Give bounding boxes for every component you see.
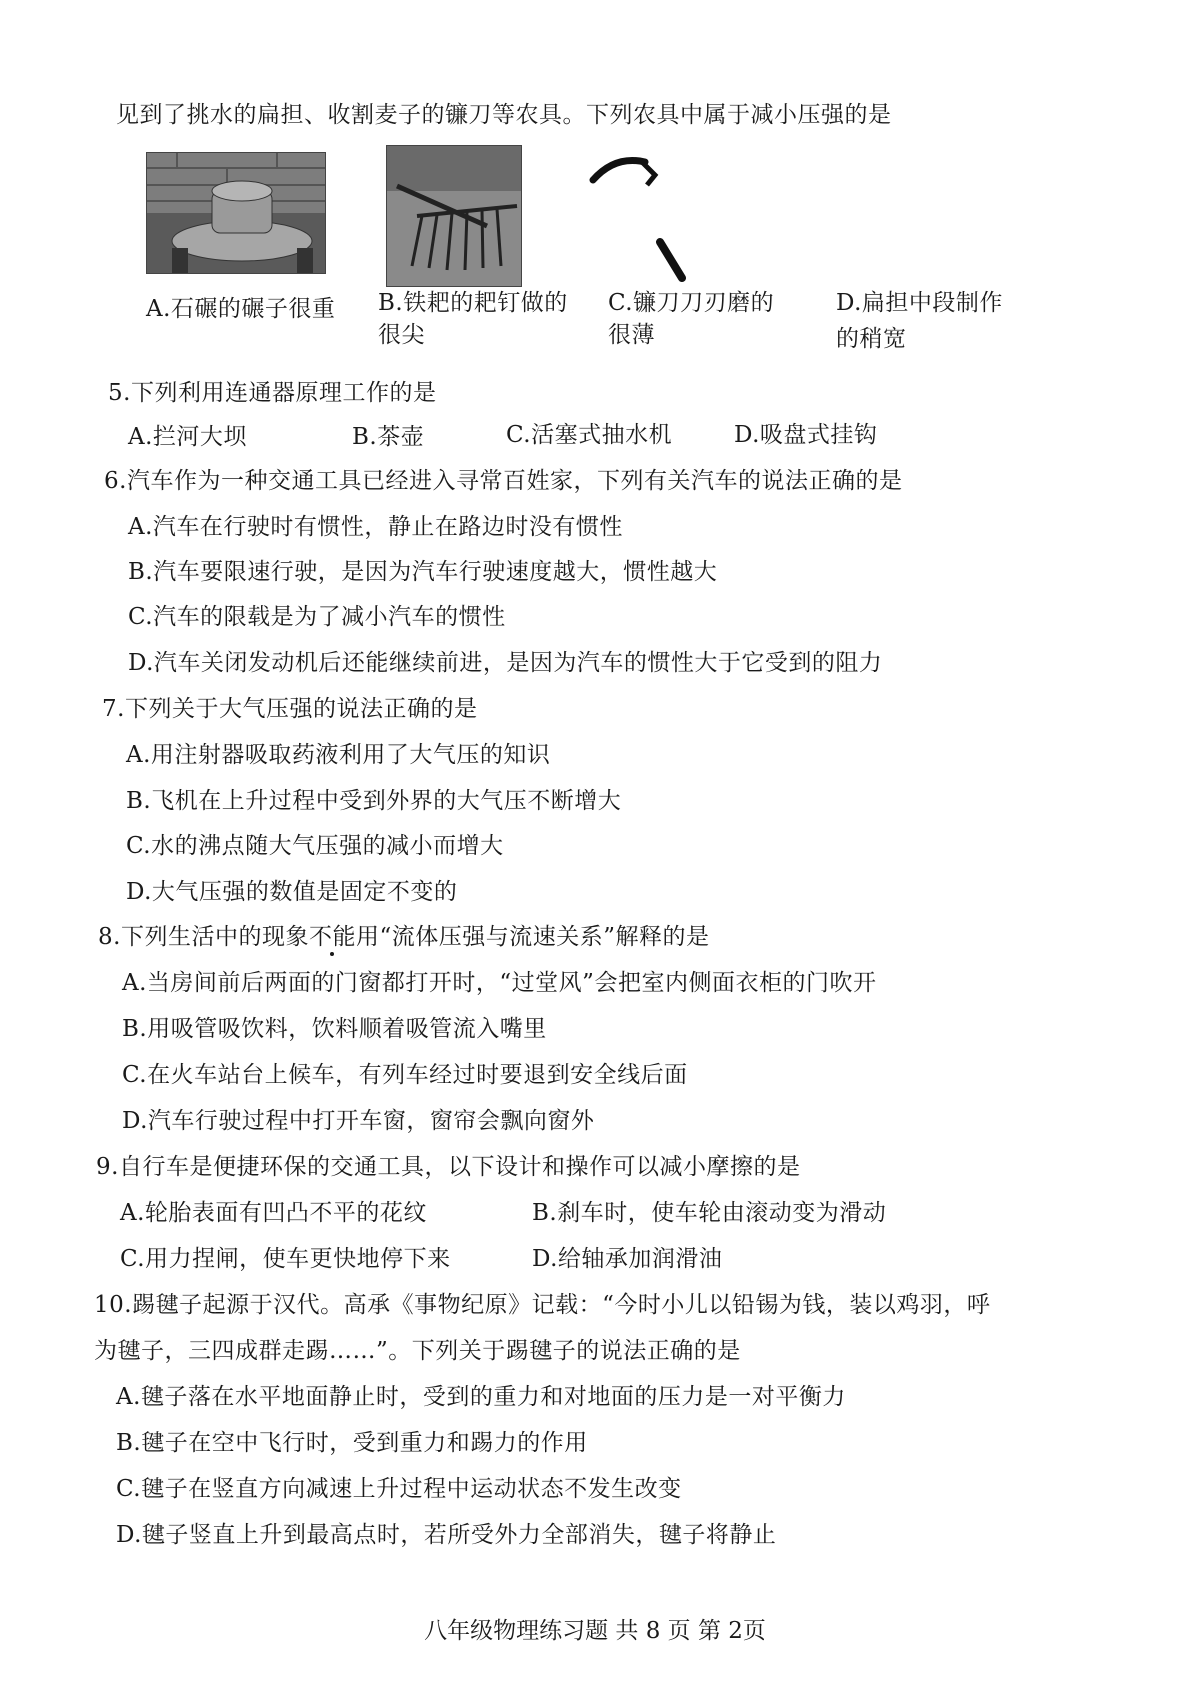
q8-option-c: C.在火车站台上候车，有列车经过时要退到安全线后面 xyxy=(122,1062,688,1088)
q6-option-c: C.汽车的限载是为了减小汽车的惯性 xyxy=(128,604,506,630)
q8-option-a: A.当房间前后两面的门窗都打开时，“过堂风”会把室内侧面衣柜的门吹开 xyxy=(122,970,877,996)
q8-stem-pre: 8.下列生活中的现象 xyxy=(98,924,309,950)
q8-stem xyxy=(98,922,709,952)
q10-option-c: C.毽子在竖直方向减速上升过程中运动状态不发生改变 xyxy=(116,1476,682,1502)
q4-option-b-line1: B.铁耙的耙钉做的 xyxy=(378,290,568,316)
q9-option-c: C.用力捏闸，使车更快地停下来 xyxy=(120,1246,451,1272)
q5-option-a: A.拦河大坝 xyxy=(128,424,247,450)
q9-stem: 9.自行车是便捷环保的交通工具，以下设计和操作可以减小摩擦的是 xyxy=(96,1154,801,1180)
q7-option-a: A.用注射器吸取药液利用了大气压的知识 xyxy=(126,742,551,768)
stone-roller-image xyxy=(146,152,326,274)
q9-option-a: A.轮胎表面有凹凸不平的花纹 xyxy=(120,1200,427,1226)
q10-option-b: B.毽子在空中飞行时，受到重力和踢力的作用 xyxy=(116,1430,588,1456)
sickle-image xyxy=(585,150,695,285)
q9-option-d: D.给轴承加润滑油 xyxy=(532,1246,723,1272)
q7-option-b: B.飞机在上升过程中受到外界的大气压不断增大 xyxy=(126,788,622,814)
q8-option-b: B.用吸管吸饮料，饮料顺着吸管流入嘴里 xyxy=(122,1016,547,1042)
q4-option-d-line2: 的稍宽 xyxy=(836,326,907,352)
q10-stem-line2: 为毽子，三四成群走踢……”。下列关于踢毽子的说法正确的是 xyxy=(94,1338,741,1364)
iron-rake-image xyxy=(386,145,522,287)
q8-stem-emphasis: 不能 xyxy=(308,924,356,950)
q10-stem-line1: 10.踢毽子起源于汉代。高承《事物纪原》记载：“今时小儿以铅锡为钱，装以鸡羽，呼 xyxy=(94,1292,991,1318)
q7-stem: 7.下列关于大气压强的说法正确的是 xyxy=(102,696,478,722)
q6-stem: 6.汽车作为一种交通工具已经进入寻常百姓家，下列有关汽车的说法正确的是 xyxy=(104,468,903,494)
q4-option-a: A.石碾的碾子很重 xyxy=(146,296,336,322)
q4-stem: 见到了挑水的扁担、收割麦子的镰刀等农具。下列农具中属于减小压强的是 xyxy=(116,102,892,128)
q6-option-b: B.汽车要限速行驶，是因为汽车行驶速度越大，惯性越大 xyxy=(128,559,718,585)
q8-option-d: D.汽车行驶过程中打开车窗，窗帘会飘向窗外 xyxy=(122,1108,595,1134)
q5-option-c: C.活塞式抽水机 xyxy=(506,422,673,448)
q9-option-b: B.刹车时，使车轮由滚动变为滑动 xyxy=(532,1200,887,1226)
q5-option-b: B.茶壶 xyxy=(352,424,425,450)
q4-option-c-line2: 很薄 xyxy=(608,322,655,348)
q4-option-d-line1: D.扁担中段制作 xyxy=(836,290,1003,316)
q4-option-b-line2: 很尖 xyxy=(378,322,425,348)
q7-option-c: C.水的沸点随大气压强的减小而增大 xyxy=(126,833,504,859)
q10-option-d: D.毽子竖直上升到最高点时，若所受外力全部消失，毽子将静止 xyxy=(116,1522,777,1548)
q5-option-d: D.吸盘式挂钩 xyxy=(734,422,878,448)
page-footer: 八年级物理练习题 共 8 页 第 2页 xyxy=(424,1618,766,1644)
q5-stem: 5.下列利用连通器原理工作的是 xyxy=(108,380,437,406)
q7-option-d: D.大气压强的数值是固定不变的 xyxy=(126,879,458,905)
q6-option-a: A.汽车在行驶时有惯性，静止在路边时没有惯性 xyxy=(128,514,623,540)
q6-option-d: D.汽车关闭发动机后还能继续前进，是因为汽车的惯性大于它受到的阻力 xyxy=(128,650,883,676)
q8-stem-post: 用“流体压强与流速关系”解释的是 xyxy=(355,924,710,950)
q10-option-a: A.毽子落在水平地面静止时，受到的重力和对地面的压力是一对平衡力 xyxy=(116,1384,846,1410)
q4-option-c-line1: C.镰刀刀刃磨的 xyxy=(608,290,775,316)
